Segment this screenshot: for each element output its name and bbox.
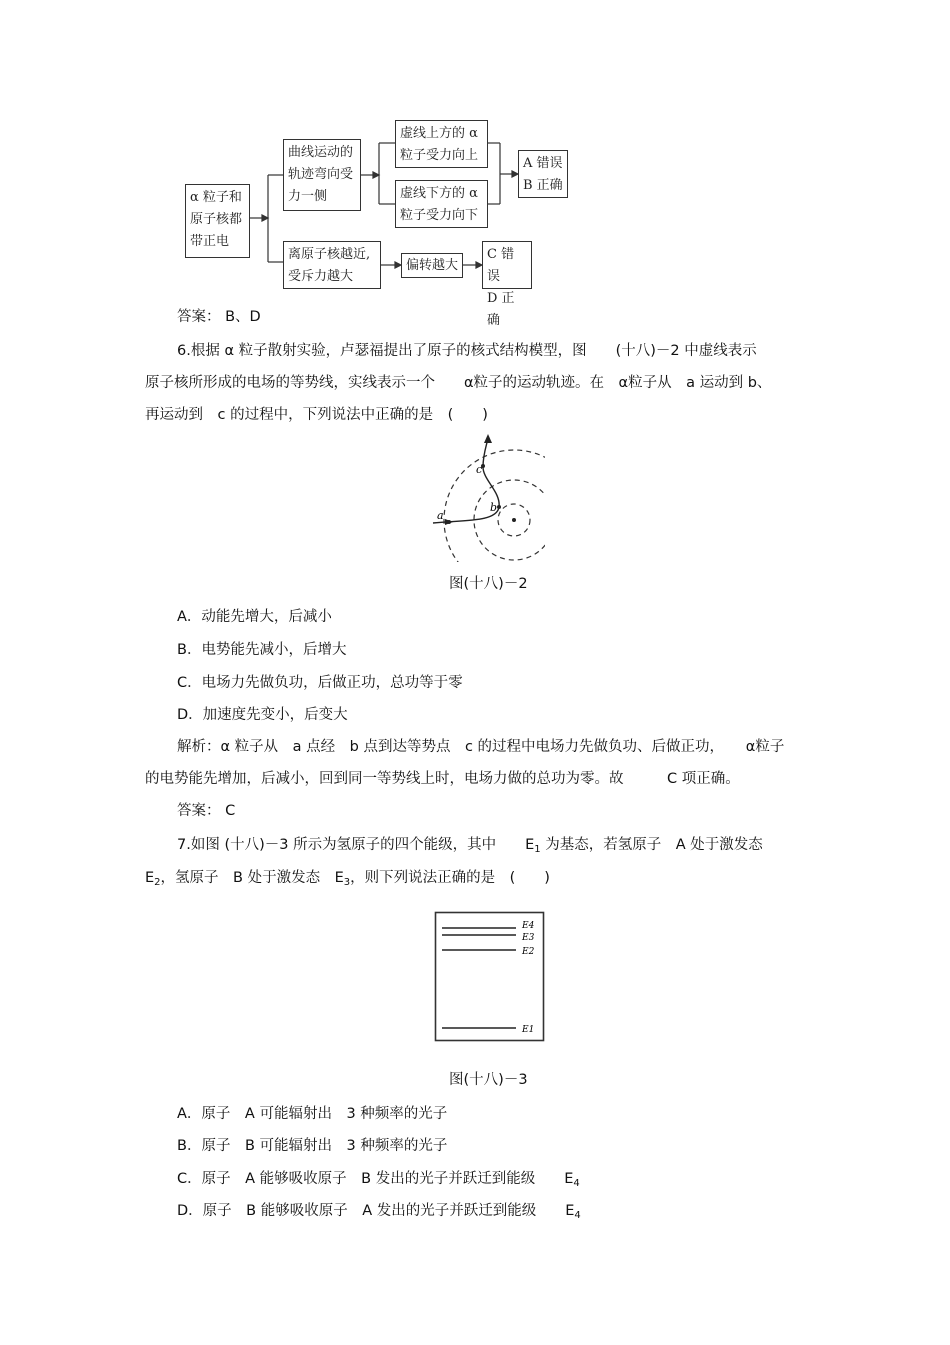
q6-option-d: D．加速度先变小，后变大 [177,707,348,723]
point-a-label: a [437,509,444,522]
q6-line-1: 6.根据 α 粒子散射实验，卢瑟福提出了原子的核式结构模型，图 (十八)－2 中虚线表示 [177,343,757,359]
flow-box-lower-mid: 离原子核越近, 受斥力越大 [283,241,381,289]
q7-option-b: B．原子 B 可能辐射出 3 种频率的光子 [177,1138,448,1154]
q6-analysis-line-2: 的电势能先增加，后减小，回到同一等势线上时，电场力做的总功为零。故 C 项正确。 [145,771,740,787]
q7-option-a: A．原子 A 可能辐射出 3 种频率的光子 [177,1106,448,1122]
q7-line-1: 7.如图 (十八)－3 所示为氢原子的四个能级，其中 $E_1$ 为基态，若氢原子 A 处于激发态 [177,837,763,855]
q6-option-c: C．电场力先做负功，后做正功，总功等于零 [177,675,463,691]
level-e3-label: E3 [522,933,535,943]
q7-line-2: $E_2$，氢原子 B 处于激发态 $E_3$，则下列说法正确的是 ( ) [145,870,550,888]
q6-option-b: B．电势能先减小，后增大 [177,642,347,658]
answer-q5: 答案： B、D [177,309,261,325]
q6-line-2: 原子核所形成的电场的等势线，实线表示一个 α粒子的运动轨迹。在 α粒子从 a 运动到 b、 [145,375,772,391]
figure-caption-18-3: 图(十八)－3 [449,1072,528,1088]
level-e2-label: E2 [522,947,535,957]
level-e4-label: E4 [522,921,535,931]
flow-box-lower-step: 偏转越大 [401,253,463,278]
nucleus-dot [512,518,516,522]
flow-box-upper-result: A 错误 B 正确 [518,150,568,198]
figure-caption-18-2: 图(十八)－2 [449,576,528,592]
flow-box-upper-bottom: 虚线下方的 α 粒子受力向下 [395,180,488,228]
flow-box-lower-result: C 错误 D 正确 [482,241,532,289]
q6-line-3: 再运动到 c 的过程中，下列说法中正确的是 ( ) [145,407,488,423]
equipotential-middle [474,480,545,560]
point-c-label: c [476,463,483,476]
q7-option-c: C．原子 A 能够吸收原子 B 发出的光子并跃迁到能级 $E_4$ [177,1171,580,1189]
q7-option-d: D．原子 B 能够吸收原子 A 发出的光子并跃迁到能级 $E_4$ [177,1203,581,1221]
q6-option-a: A．动能先增大，后减小 [177,609,332,625]
level-e1-label: E1 [522,1025,535,1035]
flow-box-upper-mid: 曲线运动的 轨迹弯向受 力一侧 [283,139,361,211]
q6-analysis-line-1: 解析：α 粒子从 a 点经 b 点到达等势点 c 的过程中电场力先做负功、后做正功， α粒子 [177,739,785,755]
answer-q6: 答案： C [177,803,236,819]
q7-figure-energy-levels [434,911,546,1043]
flow-box-upper-top: 虚线上方的 α 粒子受力向上 [395,120,488,168]
q6-figure-equipotential [425,432,545,562]
point-b-label: b [490,501,498,514]
trajectory-arrow [484,434,492,443]
flow-box-root: α 粒子和 原子核都 带正电 [185,184,250,258]
